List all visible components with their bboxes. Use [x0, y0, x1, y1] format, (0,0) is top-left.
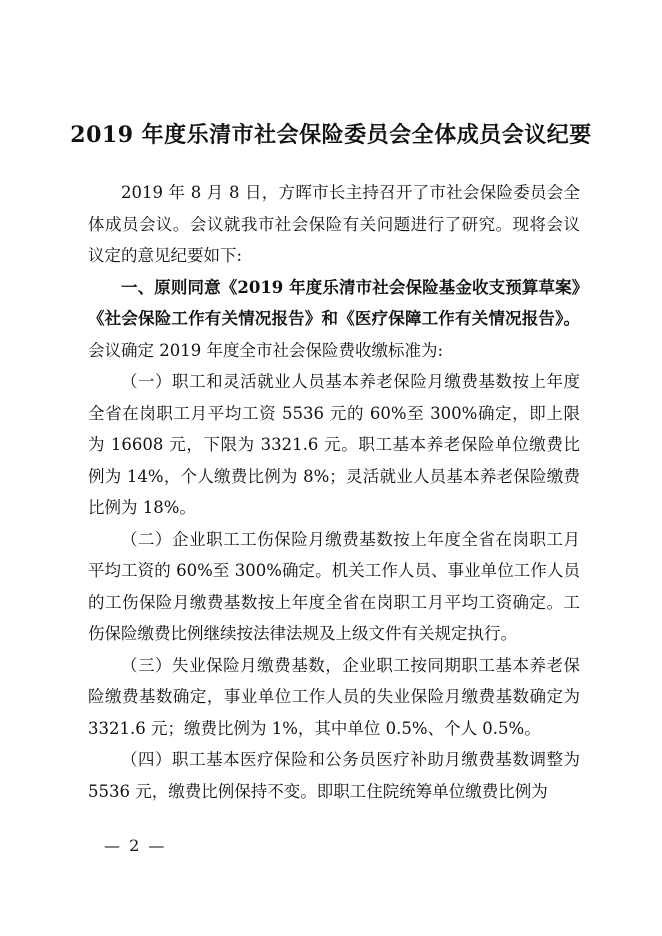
item2-paragraph: （二）企业职工工伤保险月缴费基数按上年度全省在岗职工月平均工资的 60%至 300%确定。机关工作人员、事业单位工作人员的工伤保险月缴费基数按上年度全省在岗职工月平均工资确定。工伤保险缴费比例继续按法律法规及上级文件有关规定执行。 — [88, 529, 580, 643]
item3-paragraph: （三）失业保险月缴费基数，企业职工按同期职工基本养老保险缴费基数确定，事业单位工作人员的失业保险月缴费基数确定为 3321.6 元；缴费比例为 1%，其中单位 0.5%、个人 0.5%。 — [88, 655, 580, 738]
document-title: 2019 年度乐清市社会保险委员会全体成员会议纪要 — [70, 122, 592, 148]
item4-paragraph: （四）职工基本医疗保险和公务员医疗补助月缴费基数调整为 5536 元，缴费比例保持不变。即职工住院统筹单位缴费比例为 — [88, 750, 580, 801]
page-number: — 2 — — [104, 836, 167, 855]
item1-paragraph: （一）职工和灵活就业人员基本养老保险月缴费基数按上年度全省在岗职工月平均工资 5536 元的 60%至 300%确定，即上限为 16608 元，下限为 3321.6 元。职工基本养老保险单位缴费比例为 14%，个人缴费比例为 8%；灵活就业人员基本养老保险缴费比例为 18%。 — [88, 372, 580, 517]
document-body — [88, 177, 580, 807]
intro-paragraph: 2019 年 8 月 8 日，方晖市长主持召开了市社会保险委员会全体成员会议。会议就我市社会保险有关问题进行了研究。现将会议议定的意见纪要如下: — [88, 183, 580, 265]
section1-heading: 一、原则同意《2019 年度乐清市社会保险基金收支预算草案》《社会保险工作有关情况报告》和《医疗保障工作有关情况报告》。 — [88, 277, 580, 328]
section1-paragraph — [88, 272, 580, 367]
section1-text: 会议确定 2019 年度全市社会保险费收缴标准为: — [88, 340, 444, 360]
